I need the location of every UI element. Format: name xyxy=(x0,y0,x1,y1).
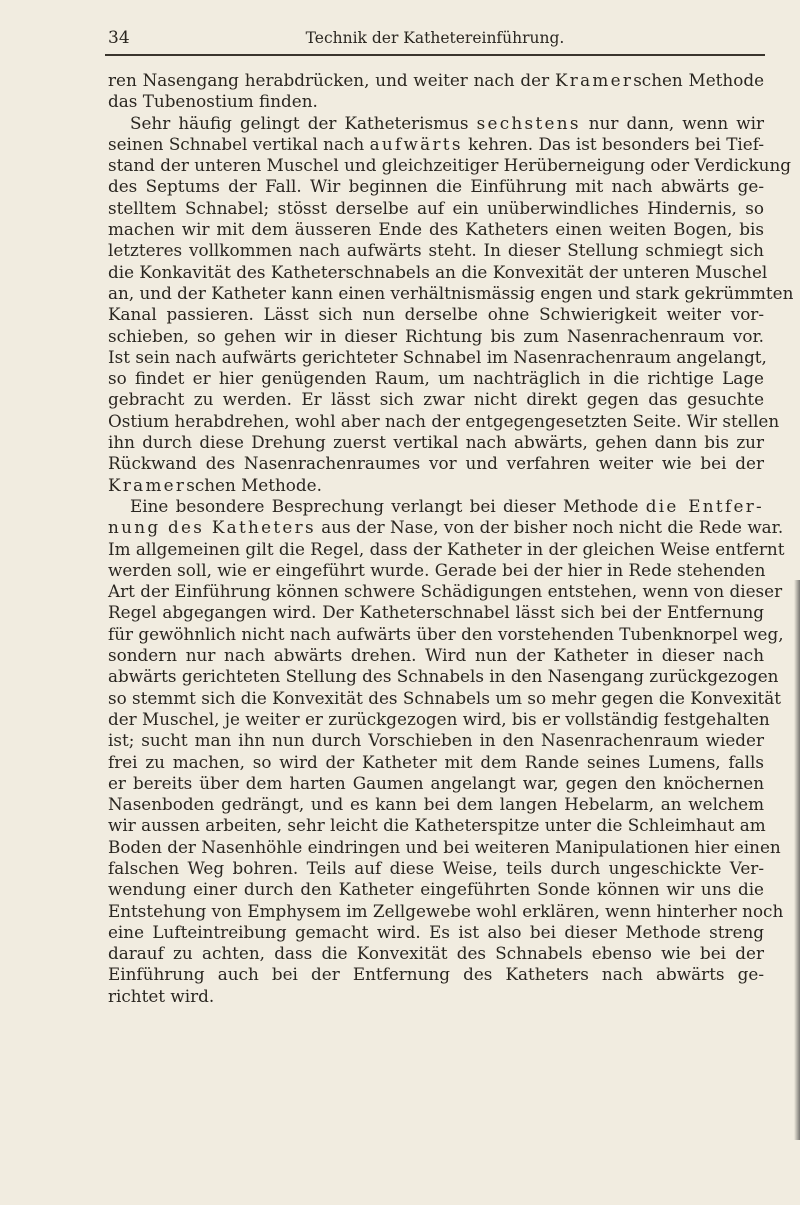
text-run: der Muschel, je weiter er zurückgezogen wird, bis er vollständig festgehalten xyxy=(108,708,770,729)
text-line xyxy=(108,815,764,836)
text-line xyxy=(108,453,764,474)
emphasized-text: Kramer xyxy=(554,70,634,90)
emphasized-text: sechstens xyxy=(476,112,581,133)
text-run: ren Nasengang herabdrücken, und weiter nach der xyxy=(108,70,555,90)
text-line xyxy=(108,964,764,985)
text-run: falschen Weg bohren. Teils auf diese Weise, teils durch ungeschickte Ver- xyxy=(108,857,764,878)
text-line xyxy=(108,773,764,794)
text-run: Eine besondere Besprechung verlangt bei dieser Methode xyxy=(130,495,646,516)
text-line xyxy=(108,240,764,261)
text-run: des Septums der Fall. Wir beginnen die Einführung mit nach abwärts ge- xyxy=(108,176,764,197)
text-run: für gewöhnlich nicht nach aufwärts über den vorstehenden Tubenknorpel weg, xyxy=(108,623,784,644)
text-run: Ostium herabdrehen, wohl aber nach der entgegengesetzten Seite. Wir stellen xyxy=(108,410,780,431)
text-run: stand der unteren Muschel und gleichzeitiger Herüberneigung oder Verdickung xyxy=(108,155,792,176)
text-run: so findet er hier genügenden Raum, um nachträglich in die richtige Lage xyxy=(108,368,764,389)
running-title: Technik der Kathetereinführung. xyxy=(305,29,565,47)
text-line xyxy=(108,602,764,623)
text-line xyxy=(108,794,764,815)
text-run: eine Lufteintreibung gemacht wird. Es ist also bei dieser Methode streng xyxy=(108,921,764,942)
emphasized-text: nung des Katheters xyxy=(108,517,316,538)
text-line xyxy=(108,134,764,155)
text-line xyxy=(108,304,764,325)
text-run: sondern nur nach abwärts drehen. Wird nun der Katheter in dieser nach xyxy=(108,645,764,666)
text-run: letzteres vollkommen nach aufwärts steht. In dieser Stellung schmiegt sich xyxy=(108,240,764,261)
text-run: schen Methode xyxy=(633,70,764,90)
text-line xyxy=(108,858,764,879)
text-run: er bereits über dem harten Gaumen angelangt war, gegen den knöchernen xyxy=(108,772,764,793)
text-line xyxy=(108,666,779,687)
text-run: Im allgemeinen gilt die Regel, dass der Katheter in der gleichen Weise entfernt xyxy=(108,538,785,559)
page-edge-shadow xyxy=(794,580,800,1140)
text-run: wendung einer durch den Katheter eingeführten Sonde können wir uns die xyxy=(108,879,764,900)
text-run: Nasenboden gedrängt, und es kann bei dem langen Hebelarm, an welchem xyxy=(108,794,764,815)
text-line xyxy=(108,176,764,197)
text-line xyxy=(108,475,764,496)
text-line xyxy=(108,496,764,517)
text-run: ihn durch diese Drehung zuerst vertikal nach abwärts, gehen dann bis zur xyxy=(108,432,764,453)
text-run: Regel abgegangen wird. Der Katheterschnabel lässt sich bei der Entfernung xyxy=(108,602,764,623)
text-run: an, und der Katheter kann einen verhältnismässig engen und stark gekrümmten xyxy=(108,282,794,303)
text-line xyxy=(108,155,792,176)
emphasized-text: Kramer xyxy=(108,474,187,495)
text-run: gebracht zu werden. Er lässt sich zwar nicht direkt gegen das gesuchte xyxy=(108,389,764,410)
text-line xyxy=(108,922,764,943)
text-line xyxy=(108,560,764,581)
text-line xyxy=(108,581,783,602)
text-line xyxy=(108,836,781,858)
text-line xyxy=(108,198,764,219)
text-run: aus der Nase, von der bisher noch nicht die Rede war. xyxy=(315,517,784,538)
text-line xyxy=(108,91,764,112)
text-run: abwärts gerichteten Stellung des Schnabels in den Nasengang zurückgezogen xyxy=(108,666,779,687)
text-line xyxy=(108,708,770,730)
text-line xyxy=(108,432,764,453)
text-line xyxy=(108,368,764,389)
text-run: Rückwand des Nasenrachenraumes vor und verfahren weiter wie bei der xyxy=(108,453,764,474)
text-line xyxy=(108,282,794,304)
paragraph xyxy=(108,70,764,113)
text-run: Art der Einführung können schwere Schädigungen entstehen, wenn von dieser xyxy=(108,581,783,602)
text-line xyxy=(108,645,764,666)
body-text xyxy=(108,70,794,1007)
text-run: werden soll, wie er eingeführt wurde. Gerade bei der hier in Rede stehenden xyxy=(108,559,766,580)
text-line xyxy=(108,326,764,347)
text-line xyxy=(108,410,780,432)
text-line xyxy=(108,219,764,240)
text-line xyxy=(108,730,764,751)
text-line xyxy=(108,986,764,1007)
text-run: Ist sein nach aufwärts gerichteter Schnabel im Nasenrachenraum angelangt, xyxy=(108,346,767,367)
text-line xyxy=(108,538,785,560)
emphasized-text: aufwärts xyxy=(369,133,463,154)
text-run: schen Methode. xyxy=(186,474,322,495)
paragraph xyxy=(108,495,785,1007)
text-run: stelltem Schnabel; stösst derselbe auf ein unüberwindliches Hindernis, so xyxy=(108,197,764,218)
paragraph xyxy=(108,112,794,496)
text-run: Sehr häufig gelingt der Katheterismus xyxy=(130,112,477,133)
text-run: seinen Schnabel vertikal nach xyxy=(108,133,370,154)
text-line xyxy=(108,70,764,91)
text-run: so stemmt sich die Konvexität des Schnabels um so mehr gegen die Konvexität xyxy=(108,687,782,708)
text-run: richtet wird. xyxy=(108,985,215,1006)
text-run: das Tubenostium finden. xyxy=(108,91,318,112)
text-run: kehren. Das ist besonders bei Tief- xyxy=(462,133,764,154)
text-line xyxy=(108,943,764,964)
text-line xyxy=(108,389,764,410)
page-header xyxy=(105,28,765,56)
text-run: darauf zu achten, dass die Konvexität des Schnabels ebenso wie bei der xyxy=(108,943,764,964)
text-run: Einführung auch bei der Entfernung des Katheters nach abwärts ge- xyxy=(108,964,764,985)
text-run: schieben, so gehen wir in dieser Richtung bis zum Nasenrachenraum vor. xyxy=(108,325,764,346)
text-run: nur dann, wenn wir xyxy=(580,112,764,133)
text-run: Boden der Nasenhöhle eindringen und bei weiteren Manipulationen hier einen xyxy=(108,836,781,857)
text-run: Entstehung von Emphysem im Zellgewebe wohl erklären, wenn hinterher noch xyxy=(108,900,784,921)
text-run: die Konkavität des Katheterschnabels an die Konvexität der unteren Muschel xyxy=(108,261,768,282)
text-line xyxy=(108,900,784,922)
emphasized-text: die Entfer- xyxy=(645,495,764,516)
text-line xyxy=(108,879,764,900)
text-run: machen wir mit dem äusseren Ende des Katheters einen weiten Bogen, bis xyxy=(108,219,764,240)
text-line xyxy=(108,113,764,134)
text-run: Kanal passieren. Lässt sich nun derselbe ohne Schwierigkeit weiter vor- xyxy=(108,304,764,325)
page-number: 34 xyxy=(108,28,130,48)
text-run: ist; sucht man ihn nun durch Vorschieben in den Nasenrachenraum wieder xyxy=(108,730,764,751)
text-line xyxy=(108,517,784,538)
text-run: wir aussen arbeiten, sehr leicht die Katheterspitze unter die Schleimhaut am xyxy=(108,815,766,836)
text-line xyxy=(108,623,784,645)
text-line xyxy=(108,687,782,709)
text-line xyxy=(108,261,768,283)
text-run: frei zu machen, so wird der Katheter mit dem Rande seines Lumens, falls xyxy=(108,751,764,772)
text-line xyxy=(108,752,764,773)
text-line xyxy=(108,346,767,368)
